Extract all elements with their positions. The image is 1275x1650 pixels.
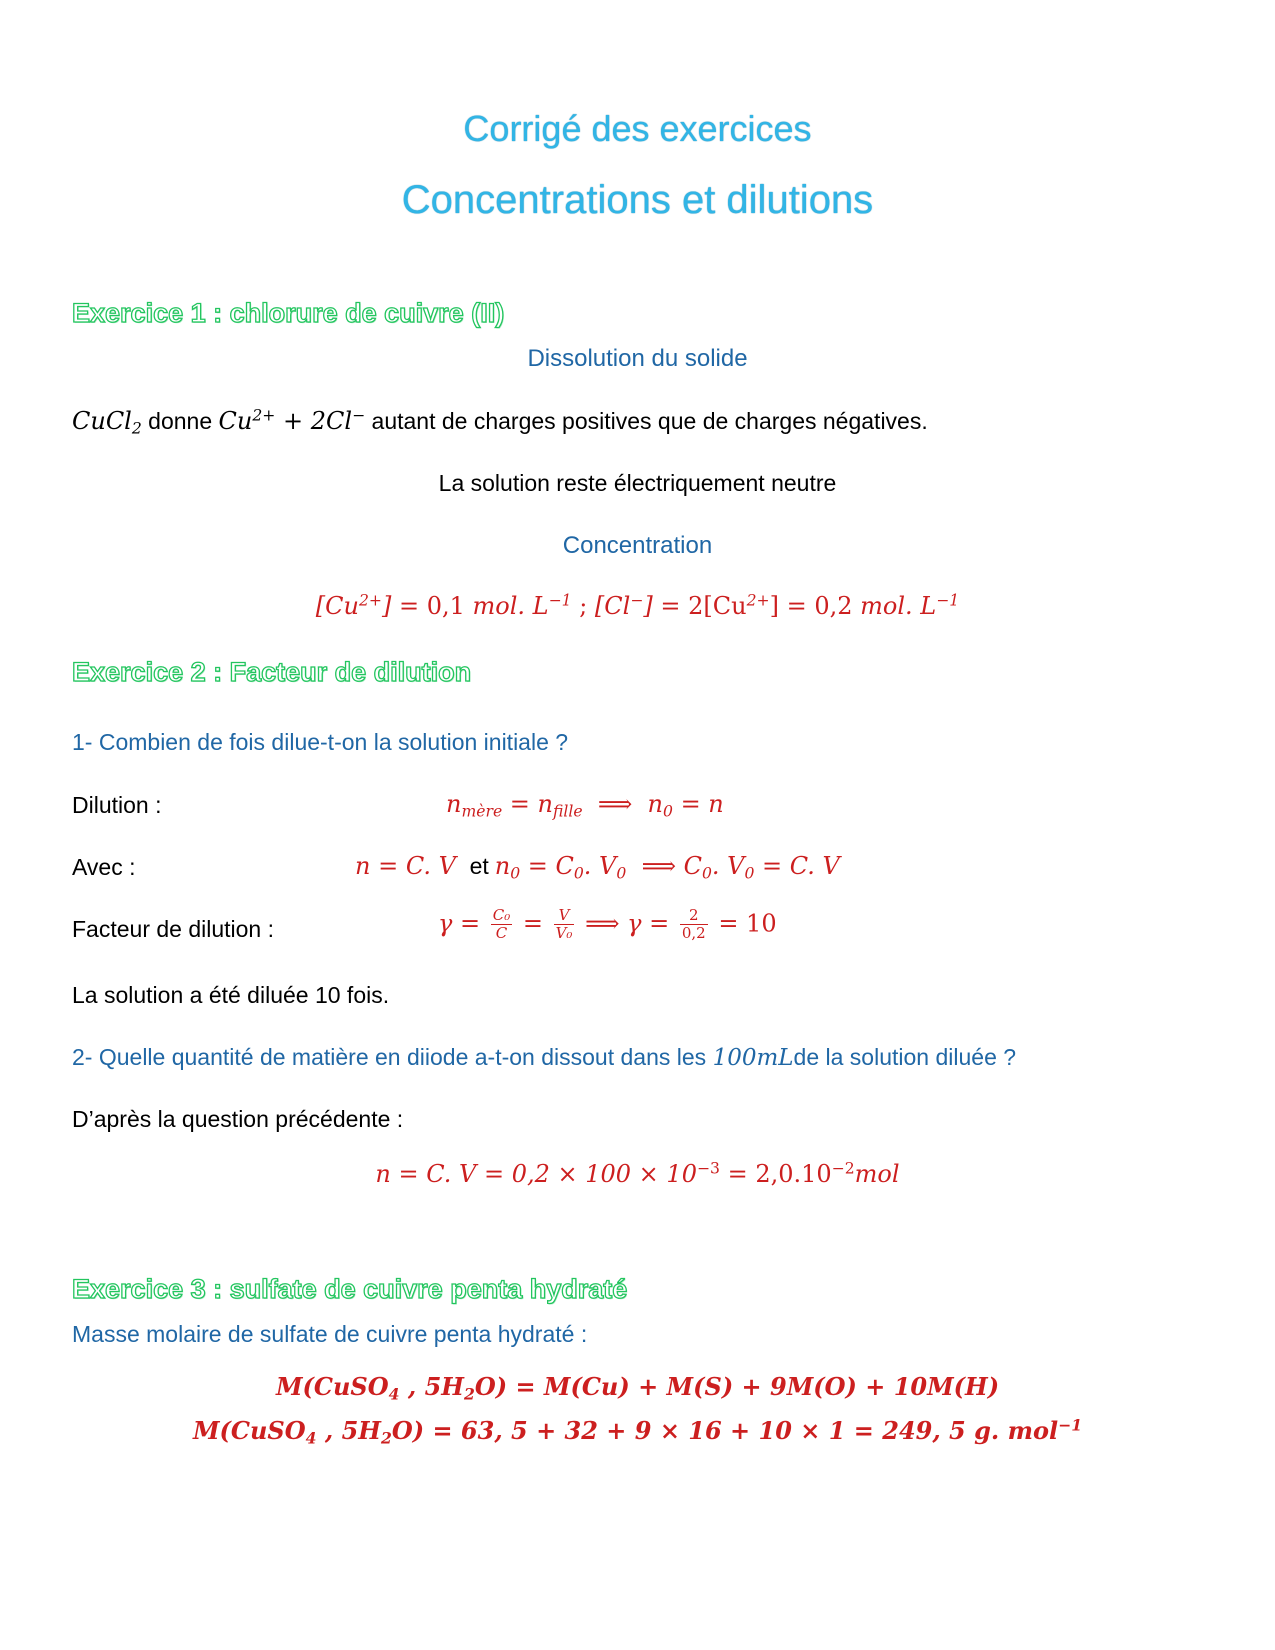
fraction-c0-over-c: $\frac{\text{C₀}}{C}$ bbox=[492, 906, 511, 943]
quantity-equation: n = C. $V = 0,2 \times 100 \times 10^{-3} = 2,0.10^{-2}mol$ bbox=[375, 1159, 900, 1188]
facteur-equation: γ = $\frac{\text{C₀}}{C}$ = $\frac{V}{\text{V₀}}$ ⟹ γ = $\frac{2}{0,2}$ = 10 bbox=[438, 906, 777, 943]
fraction-v-over-v0: $\frac{V}{\text{V₀}}$ bbox=[555, 906, 573, 943]
exercise-2-heading: Exercice 2 : Facteur de dilution bbox=[72, 657, 472, 687]
dapres-line: D’après la question précédente : bbox=[72, 1106, 404, 1132]
exercise-3-heading: Exercice 3 : sulfate de cuivre penta hydraté bbox=[72, 1274, 628, 1304]
neutral-statement: La solution reste électriquement neutre bbox=[438, 470, 837, 496]
word-donne: donne bbox=[148, 408, 213, 434]
page-title: Corrigé des exercices bbox=[463, 108, 812, 149]
dilution-equation: $n_{mère} = n_{fille}$ ⟹ $n_0 = n$ bbox=[446, 790, 724, 821]
exercise-1-heading: Exercice 1 : chlorure de cuivre (II) bbox=[72, 298, 505, 328]
concentration-subheading: Concentration bbox=[562, 532, 713, 559]
fraction-2-over-0-2: $\frac{2}{0,2}$ bbox=[681, 906, 706, 943]
dilution-label: Dilution : bbox=[72, 792, 162, 818]
dissolution-subheading: Dissolution du solide bbox=[527, 345, 748, 372]
molar-mass-equation-2: M(CuSO$_4$ , $5H_2O) = 63$, 5 + 32 + 9 × 16 + 10 × 1 = 249, 5 g. mol$^{-1}$ bbox=[192, 1415, 1083, 1448]
molar-mass-equation-1: M(CuSO$_4$ , $5H_2O) = M(Cu) + M(S) + 9M(O) + 10M(H)$ bbox=[275, 1372, 1000, 1404]
molar-mass-subheading: Masse molaire de sulfate de cuivre penta hydraté : bbox=[72, 1321, 588, 1347]
concentration-equation: $[Cu^{2+}] = 0,1$ mol. $L^{-1}$ ; $[Cl^-] = 2[Cu^{2+}] = 0,2$ mol. $L^{-1}$ bbox=[315, 591, 960, 620]
avec-equation: n = C. V et $n_0 = C_0$. $V_0$ ⟹ $C_0$. $V_0 = C$. V bbox=[355, 852, 840, 883]
question-2: 2- Quelle quantité de matière en diiode a-t-on dissout dans les 100mLde la solution diluée ? bbox=[72, 1044, 1017, 1071]
reaction-explanation: autant de charges positives que de charges négatives. bbox=[371, 408, 928, 434]
reactant-formula: CuCl$_2$ bbox=[72, 407, 142, 438]
facteur-label: Facteur de dilution : bbox=[72, 916, 275, 942]
avec-label: Avec : bbox=[72, 854, 136, 880]
reaction-line bbox=[72, 406, 928, 438]
products-formula: $Cu^{2+} + 2Cl^-$ bbox=[218, 406, 366, 435]
page-subtitle: Concentrations et dilutions bbox=[401, 178, 874, 222]
question-1: 1- Combien de fois dilue-t-on la solution initiale ? bbox=[72, 729, 569, 755]
dilution-conclusion: La solution a été diluée 10 fois. bbox=[72, 982, 390, 1008]
